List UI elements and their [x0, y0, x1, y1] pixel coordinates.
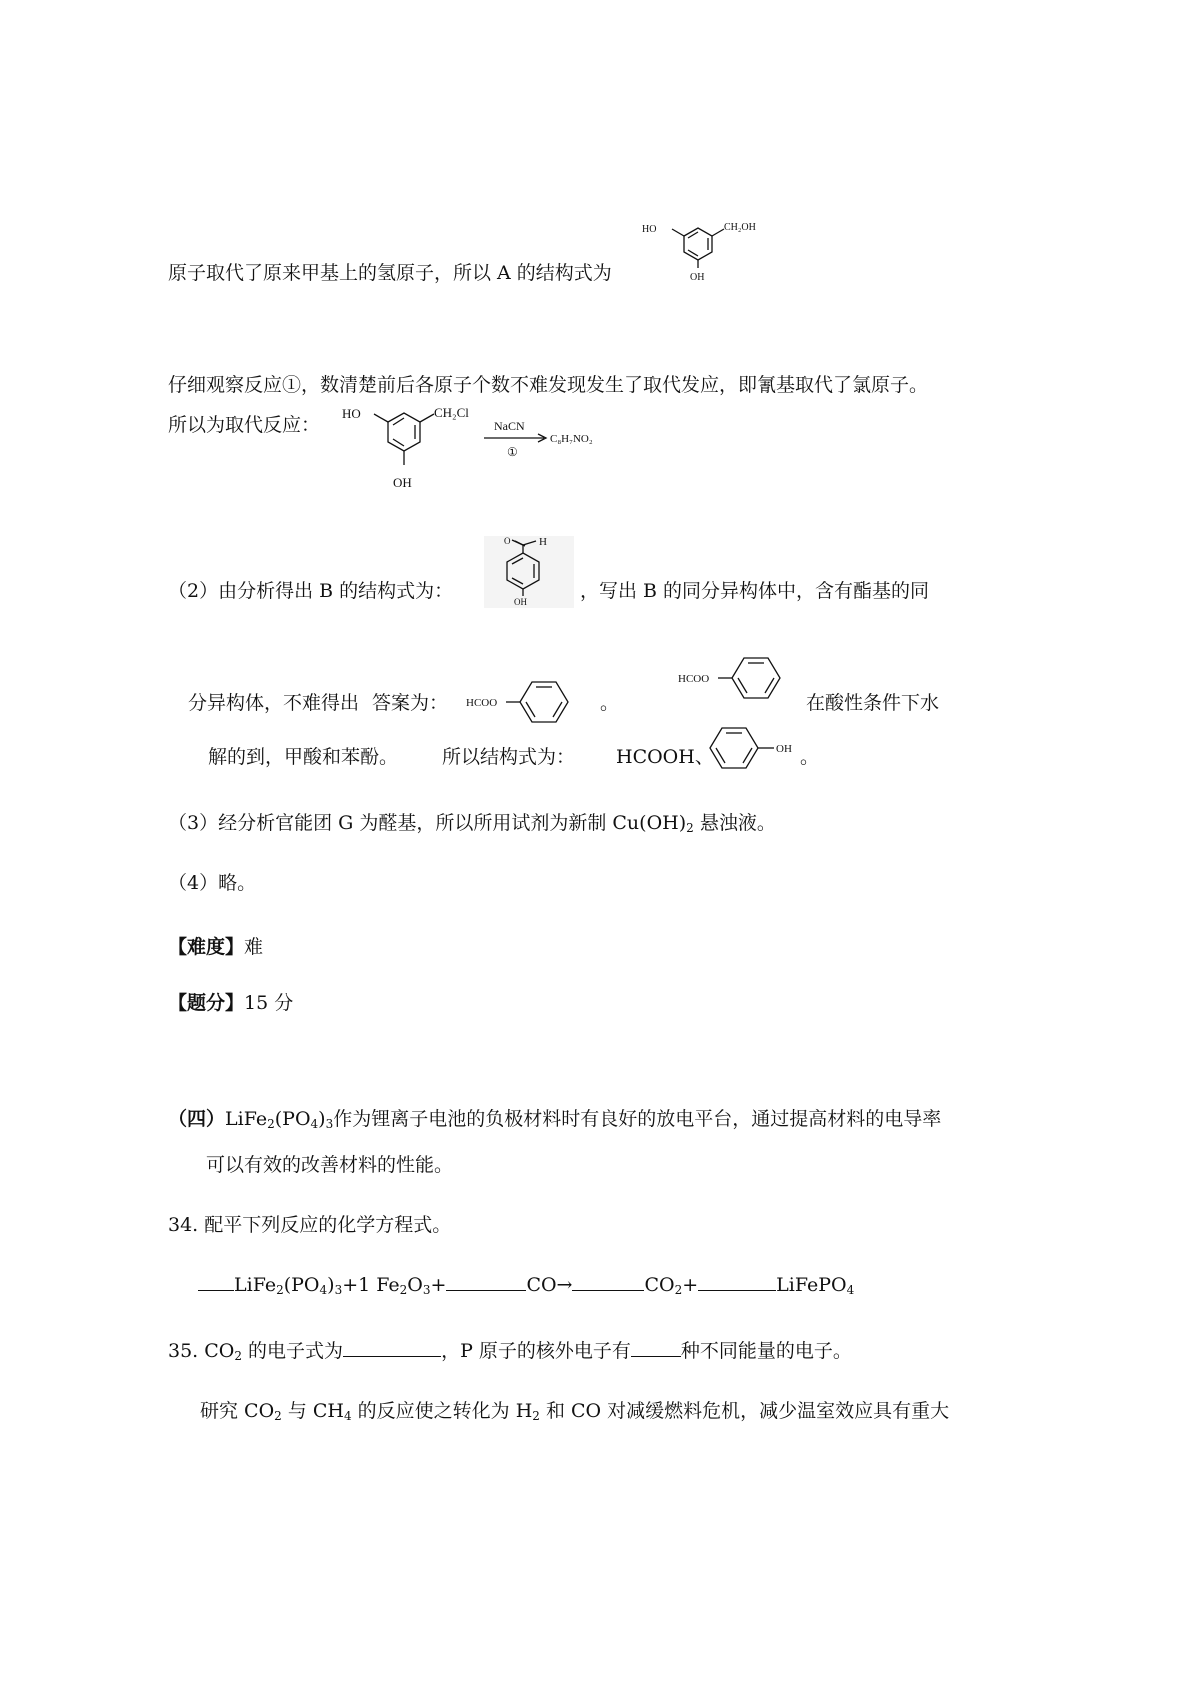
svg-text:O: O: [504, 536, 511, 546]
label-oh: OH: [514, 597, 527, 607]
text-line-6a: 解的到，甲酸和苯酚。: [208, 746, 399, 768]
difficulty-value: 难: [244, 936, 264, 958]
text-line-7: （3）经分析官能团 G 为醛基，所以所用试剂为新制 $Cu(OH)_2$ 悬浊液。: [168, 812, 776, 835]
text-line-4a: （2）由分析得出 B 的结构式为：: [168, 580, 454, 602]
label-ho: HO: [642, 224, 657, 235]
benzene-ring-e: [710, 728, 758, 768]
phenol-structure: [706, 724, 806, 774]
section-4-line-1: （四）$LiFe_2(PO_4)_3$作为锂离子电池的负极材料时有良好的放电平台，通过提高材料的电导率: [168, 1108, 942, 1131]
blank-3[interactable]: [572, 1274, 644, 1291]
text-line-6c: HCOOH、: [616, 746, 714, 768]
text-line-5b: 答案为：: [372, 692, 449, 714]
text-line-6d: 。: [800, 746, 820, 768]
section-4-line-2: 可以有效的改善材料的性能。: [206, 1154, 454, 1176]
text-line-5d: 在酸性条件下水: [806, 692, 940, 714]
difficulty-label: 【难度】: [168, 936, 245, 958]
reaction-scheme: [336, 400, 636, 500]
hcoo-phenyl-structure-2: [678, 652, 794, 702]
blank-6[interactable]: [631, 1340, 681, 1357]
text-line-2: 仔细观察反应①，数清楚前后各原子个数不难发现发生了取代发应，即氰基取代了氯原子。: [168, 374, 929, 396]
blank-4[interactable]: [698, 1274, 776, 1291]
text-line-4b: ，写出 B 的同分异构体中，含有酯基的同: [580, 580, 930, 602]
label-oh: OH: [393, 475, 412, 490]
hcoo-phenyl-structure-1: [466, 676, 582, 726]
step-label: ①: [507, 445, 518, 459]
label-ch2cl: CH₂Cl: [434, 405, 469, 420]
molecule-a-structure: [632, 212, 756, 290]
label-oh: OH: [776, 743, 792, 755]
reagent-label: NaCN: [494, 419, 525, 433]
benzene-ring-c: [520, 682, 568, 722]
blank-2[interactable]: [446, 1274, 526, 1291]
text-line-5c: 。: [600, 692, 620, 714]
molecule-b-structure: [484, 536, 574, 608]
text-line-8: （4）略。: [168, 872, 257, 894]
question-35: 35. $CO_2$ 的电子式为 ，P 原子的核外电子有 种不同能量的电子。: [168, 1340, 852, 1363]
equation-line: $LiFe_2(PO_4)_3+1$ $Fe_2O_3+ CO\to CO_2+$ LiFePO$_4$: [198, 1274, 854, 1296]
section-4-label: （四）: [168, 1108, 226, 1130]
product-formula: C₈H₇NO₂: [550, 433, 593, 445]
score-line: [168, 988, 293, 1015]
difficulty-line: [168, 932, 263, 959]
blank-1[interactable]: [198, 1274, 234, 1291]
last-line: 研究 $CO_2$ 与 $CH_4$ 的反应使之转化为 $H_2$ 和 CO 对减缓燃料危机，减少温室效应具有重大: [200, 1400, 950, 1423]
blank-5[interactable]: [343, 1340, 441, 1357]
text-line-3: 所以为取代反应：: [168, 414, 321, 436]
benzene-ring-d: [732, 658, 780, 698]
label-ho: HO: [342, 406, 361, 421]
label-hcoo: HCOO: [466, 697, 498, 709]
label-hcoo: HCOO: [678, 673, 710, 685]
label-h: H: [539, 536, 547, 548]
score-value: 15 分: [244, 992, 294, 1014]
text-line-6b: 所以结构式为：: [442, 746, 576, 768]
score-label: 【题分】: [168, 992, 245, 1014]
text-line-1: 原子取代了原来甲基上的氢原子，所以 A 的结构式为: [168, 262, 612, 284]
text-line-5a: 分异构体，不难得出: [188, 692, 360, 714]
label-oh: OH: [690, 272, 705, 283]
question-34: 34. 配平下列反应的化学方程式。: [168, 1214, 452, 1236]
label-ch2oh: CH₂OH: [724, 222, 756, 233]
